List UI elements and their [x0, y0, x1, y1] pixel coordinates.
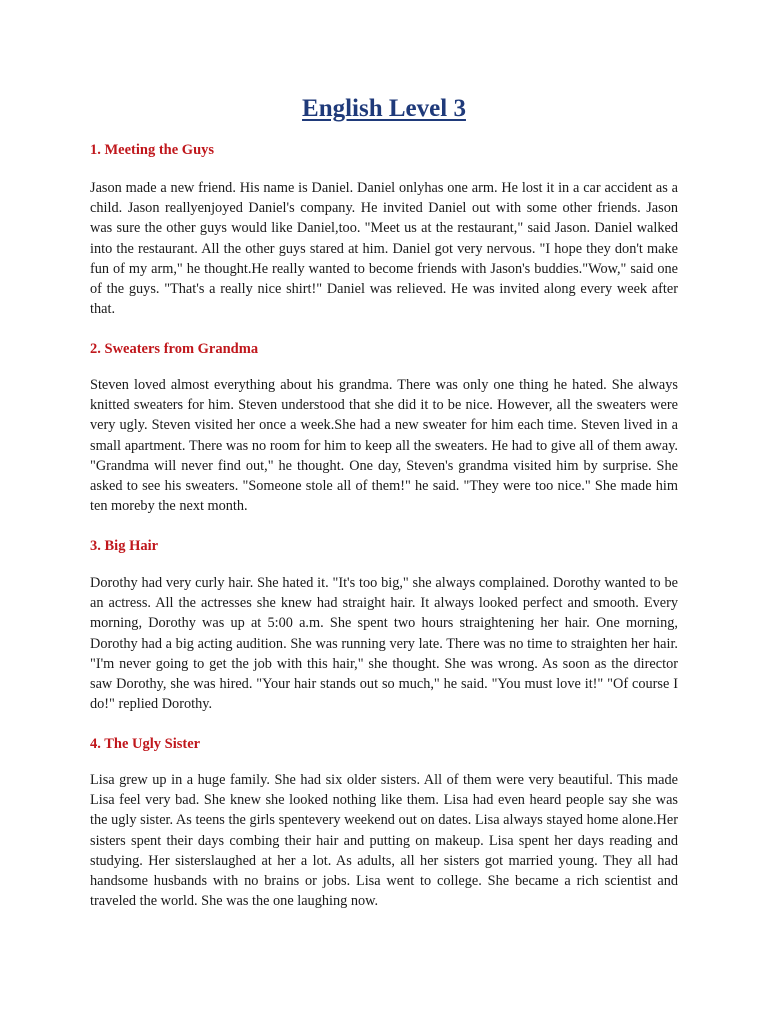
section-heading-sweaters-from-grandma: 2. Sweaters from Grandma — [90, 341, 259, 357]
section-heading-big-hair: 3. Big Hair — [90, 538, 159, 554]
document-title: English Level 3 — [302, 95, 466, 122]
section-body-sweaters-from-grandma: Steven loved almost everything about his grandma. There was only one thing he hated. She always knitted sweaters for him. Steven understood that she did it to be nice. However, all the sweaters were very ugly. Steven visited her once a week.She had a new sweater for him each time. Steven lived in a small apartment. There was no room for him to keep all the sweaters. He had to give all of them away. "Grandma will never find out," he thought. One day, Steven's grandma visited him by surprise. She asked to see his sweaters. "Someone stole all of them!" he said. "They were too nice." She made him ten moreby the next month. — [90, 377, 678, 515]
section-body-meeting-the-guys: Jason made a new friend. His name is Daniel. Daniel onlyhas one arm. He lost it in a car accident as a child. Jason reallyenjoyed Daniel's company. He invited Daniel out with some other friends. Jason was sure the other guys would like Daniel,too. "Meet us at the restaurant," said Jason. Daniel walked into the restaurant. All the other guys stared at him. Daniel got very nervous. "I hope they don't make fun of my arm," he thought.He really wanted to become friends with Jason's buddies."Wow," said one of the guys. "That's a really nice shirt!" Daniel was relieved. He was invited along every week after that. — [90, 180, 678, 318]
section-body-big-hair: Dorothy had very curly hair. She hated it. "It's too big," she always complained. Dorothy wanted to be an actress. All the actresses she knew had straight hair. It always looked perfect and smooth. Every morning, Dorothy was up at 5:00 a.m. She spent two hours straightening her hair. One morning, Dorothy had a big acting audition. She was running very late. There was no time to straighten her hair. "I'm never going to get the job with this hair," she thought. She was wrong. As soon as the director saw Dorothy, she was hired. "Your hair stands out so much," he said. "You must love it!" "Of course I do!" replied Dorothy. — [90, 575, 678, 713]
section-heading-meeting-the-guys: 1. Meeting the Guys — [90, 142, 215, 158]
section-body-the-ugly-sister: Lisa grew up in a huge family. She had six older sisters. All of them were very beautiful. This made Lisa feel very bad. She knew she looked nothing like them. Lisa had even heard people say she was the ugly sister. As teens the girls spentevery weekend out on dates. Lisa always stayed home alone.Her sisters spent their days combing their hair and putting on makeup. Lisa spent her days reading and studying. Her sisterslaughed at her a lot. As adults, all her sisters got married young. They all had handsome husbands with no brains or jobs. Lisa went to college. She became a rich scientist and traveled the world. She was the one laughing now. — [90, 772, 678, 910]
section-heading-the-ugly-sister: 4. The Ugly Sister — [90, 736, 201, 752]
